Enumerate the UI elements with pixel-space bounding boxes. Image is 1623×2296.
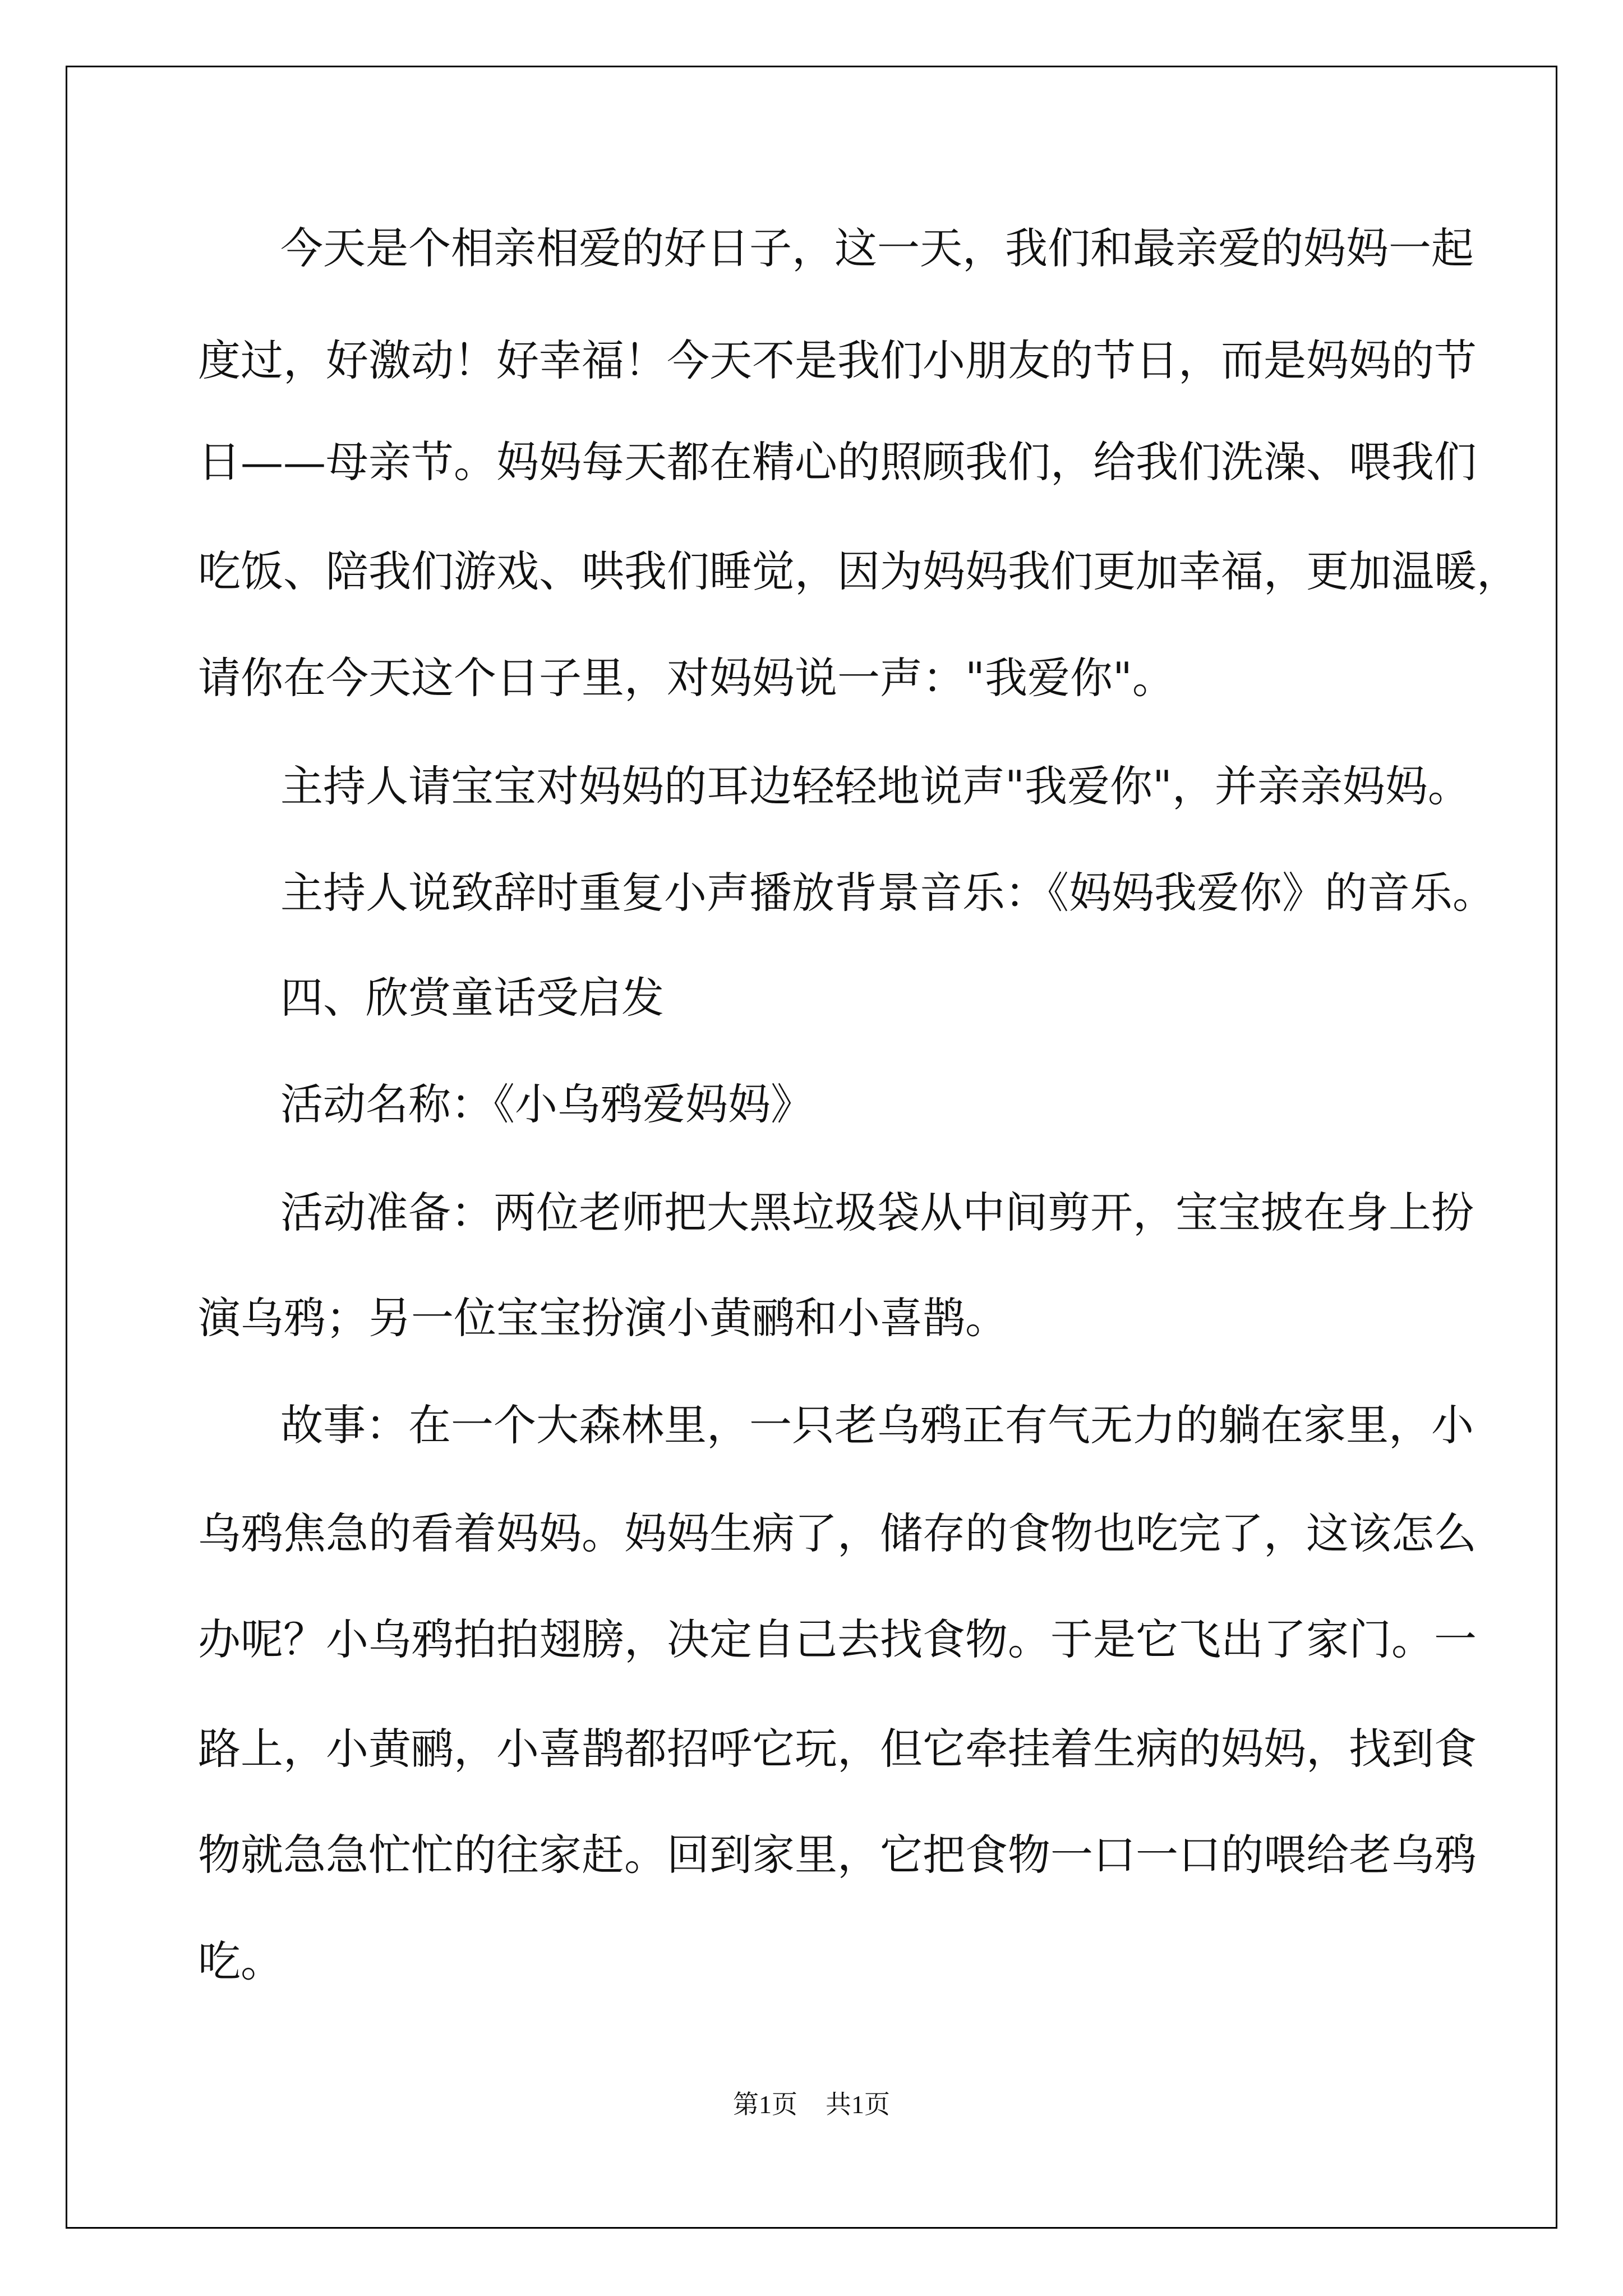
story-line-2: 乌鸦焦急的看着妈妈。妈妈生病了，储存的食物也吃完了，这该怎么 xyxy=(198,1508,1477,1558)
paragraph-3-line-1: 主持人说致辞时重复小声播放背景音乐：《妈妈我爱你》的音乐。 xyxy=(280,868,1495,918)
paragraph-1-line-3: 日——母亲节。妈妈每天都在精心的照顾我们，给我们洗澡、喂我们 xyxy=(198,437,1477,487)
paragraph-2-line-1: 主持人请宝宝对妈妈的耳边轻轻地说声"我爱你"，并亲亲妈妈。 xyxy=(280,761,1470,811)
activity-prep-line-1: 活动准备：两位老师把大黑垃圾袋从中间剪开，宝宝披在身上扮 xyxy=(280,1188,1474,1237)
section-heading: 四、欣赏童话受启发 xyxy=(280,973,664,1023)
page-number: 第1页 xyxy=(733,2090,797,2119)
paragraph-1-line-1: 今天是个相亲相爱的好日子，这一天，我们和最亲爱的妈妈一起 xyxy=(280,223,1474,273)
paragraph-1-line-5: 请你在今天这个日子里，对妈妈说一声："我爱你"。 xyxy=(198,653,1175,703)
story-line-5: 物就急急忙忙的往家赶。回到家里，它把食物一口一口的喂给老乌鸦 xyxy=(198,1830,1477,1880)
page-border xyxy=(66,66,1557,2229)
page-footer xyxy=(0,2088,1623,2122)
activity-name: 活动名称：《小乌鸦爱妈妈》 xyxy=(280,1079,813,1129)
paragraph-1-line-4: 吃饭、陪我们游戏、哄我们睡觉，因为妈妈我们更加幸福，更加温暖， xyxy=(198,546,1519,596)
page-total: 共1页 xyxy=(826,2090,890,2119)
story-line-4: 路上，小黄鹂，小喜鹊都招呼它玩，但它牵挂着生病的妈妈，找到食 xyxy=(198,1724,1477,1774)
paragraph-1-line-2: 度过，好激动！好幸福！今天不是我们小朋友的节日，而是妈妈的节 xyxy=(198,335,1477,385)
story-line-1: 故事：在一个大森林里，一只老乌鸦正有气无力的躺在家里，小 xyxy=(280,1400,1474,1450)
story-line-6: 吃。 xyxy=(198,1936,283,1986)
activity-prep-line-2: 演乌鸦；另一位宝宝扮演小黄鹂和小喜鹊。 xyxy=(198,1293,1008,1343)
story-line-3: 办呢？小乌鸦拍拍翅膀，决定自己去找食物。于是它飞出了家门。一 xyxy=(198,1614,1477,1664)
